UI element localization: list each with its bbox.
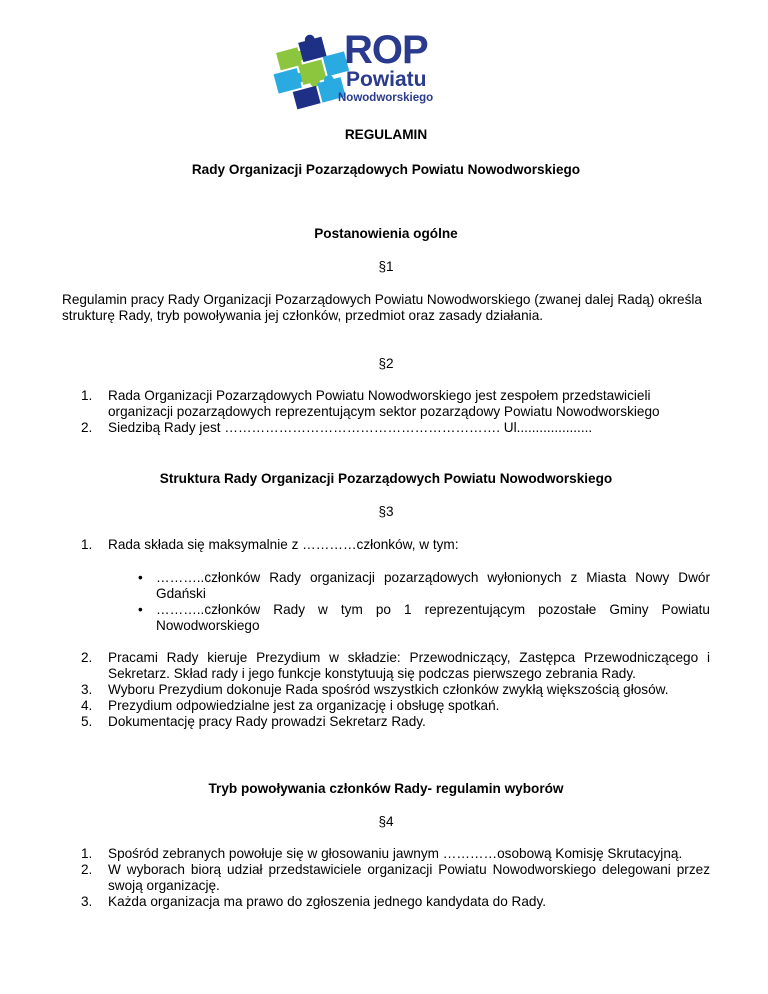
bullet-item-text: ………..członków Rady organizacji pozarządowych wyłonionych z Miasta Nowy Dwór Gdański [156,570,710,601]
list-number: 3. [81,894,93,909]
document-title: REGULAMIN [344,127,428,142]
logo-powiatu-text: Powiatu [346,68,427,91]
paragraph-1-text: Regulamin pracy Rady Organizacji Pozarządowych Powiatu Nowodworskiego (zwanej dalej Radą) określa strukturę Rady, tryb powoływania jej członków, przedmiot oraz zasady działania. [62,292,702,323]
list-item [62,650,710,682]
section-heading-general: Postanowienia ogólne [314,226,458,241]
members-bullet-list [62,570,710,634]
logo-nowodworskiego-text: Nowodworskiego [338,92,434,104]
list-number: 2. [81,420,93,435]
paragraph-3-list-start [62,537,710,553]
list-number: 1. [81,846,93,861]
list-number: 2. [81,862,93,877]
list-item-text: Rada Organizacji Pozarządowych Powiatu Nowodworskiego jest zespołem przedstawicieli organizacji pozarządowych reprezentującym sektor pozarządowy Powiatu Nowodworskiego [108,388,660,419]
list-item-text: W wyborach biorą udział przedstawiciele organizacji Powiatu Nowodworskiego delegowani przez swoją organizację. [108,862,710,893]
list-item [62,682,710,698]
list-item [62,388,710,420]
section-heading-structure: Struktura Rady Organizacji Pozarządowych Powiatu Nowodworskiego [159,471,613,486]
bullet-item-text: ………..członków Rady w tym po 1 reprezentującym pozostałe Gminy Powiatu Nowodworskiego [156,602,710,633]
paragraph-mark-2: §2 [378,356,394,371]
paragraph-3-list-rest [62,650,710,730]
bullet-item [62,602,710,634]
logo-rop-text: ROP [344,28,428,72]
list-item-text: Dokumentację pracy Rady prowadzi Sekretarz Rady. [108,714,426,729]
bullet-item [62,570,710,602]
list-item-text: Prezydium odpowiedzialne jest za organizację i obsługę spotkań. [108,698,500,713]
list-number: 2. [81,650,93,665]
bullet-icon: • [138,570,143,585]
paragraph-mark-3: §3 [378,504,394,519]
list-item [62,862,710,894]
bullet-icon: • [138,602,143,617]
list-item [62,698,710,714]
list-number: 3. [81,682,93,697]
document-subtitle: Rady Organizacji Pozarządowych Powiatu Nowodworskiego [191,162,581,177]
list-item [62,714,710,730]
list-item-text: Rada składa się maksymalnie z …………członków, w tym: [108,537,459,552]
list-item-text: Pracami Rady kieruje Prezydium w składzie: Przewodniczący, Zastępca Przewodniczącego i Sekretarz. Skład rady i jego funkcje konstytuują się podczas pierwszego zebrania Rady. [108,650,710,681]
list-number: 4. [81,698,93,713]
list-item [62,537,710,553]
list-item-text: Wyboru Prezydium dokonuje Rada spośród wszystkich członków zwykłą większością głosów. [108,682,669,697]
list-number: 5. [81,714,93,729]
list-number: 1. [81,388,93,403]
section-heading-elections: Tryb powoływania członków Rady- regulamin wyborów [208,781,564,796]
list-item-text: Spośród zebranych powołuje się w głosowaniu jawnym …………osobową Komisję Skrutacyjną. [108,846,683,861]
list-item [62,894,710,910]
paragraph-mark-4: §4 [378,814,394,829]
paragraph-mark-1: §1 [378,259,394,274]
list-item-text: Siedzibą Rady jest ……………………………………………………. Ul.................... [108,420,593,435]
paragraph-2-list [62,388,710,436]
list-item [62,420,710,436]
list-item-text: Każda organizacja ma prawo do zgłoszenia jednego kandydata do Rady. [108,894,547,909]
paragraph-4-list [62,846,710,910]
rop-logo [268,30,448,112]
list-item [62,846,710,862]
list-number: 1. [81,537,93,552]
